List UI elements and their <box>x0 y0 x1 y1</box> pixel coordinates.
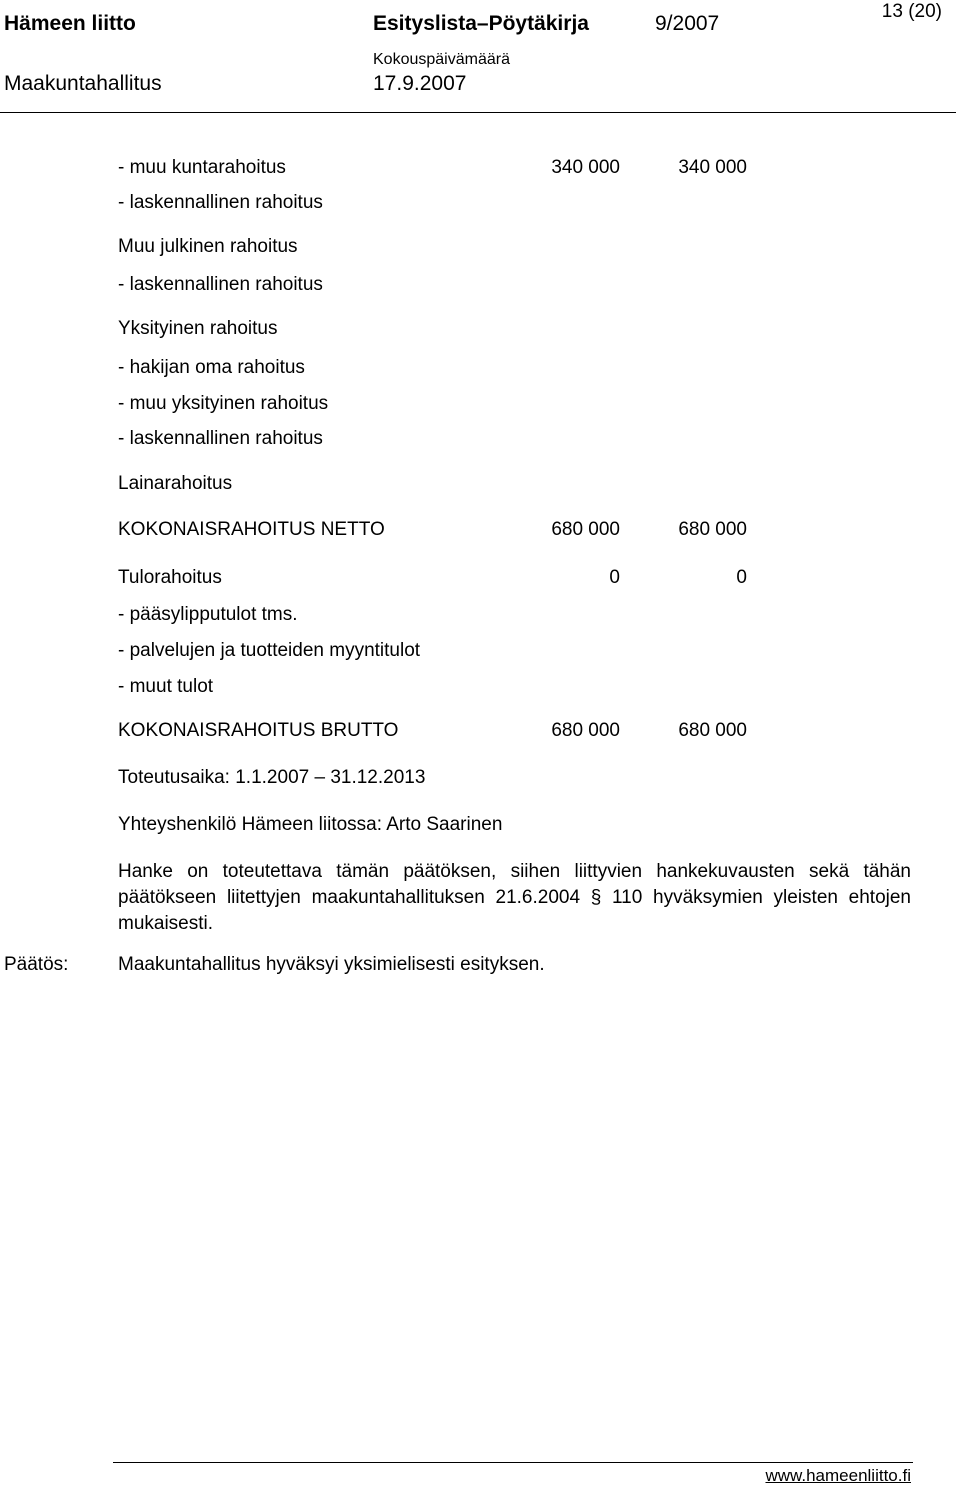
financing-row: KOKONAISRAHOITUS BRUTTO <box>118 720 399 741</box>
financing-row: - pääsylipputulot tms. <box>118 604 298 625</box>
meeting-date: 17.9.2007 <box>373 72 467 95</box>
financing-row: - laskennallinen rahoitus <box>118 428 323 449</box>
financing-row: - muu yksityinen rahoitus <box>118 393 329 414</box>
financing-row: Yksityinen rahoitus <box>118 318 278 339</box>
financing-row: Tulorahoitus <box>118 567 222 588</box>
issue-number: 9/2007 <box>655 12 720 35</box>
terms-paragraph: Hanke on toteutettava tämän päätöksen, siihen liittyvien hankekuvausten sekä tähän päätökseen liitettyjen maakuntahallituksen 21.6.2004 § 110 hyväksymien yleisten ehtojen mukaisesti. <box>118 861 911 934</box>
decision-label: Päätös: <box>4 954 69 975</box>
footer-divider <box>113 1462 913 1463</box>
website-link[interactable]: www.hameenliitto.fi <box>765 1466 911 1485</box>
doc-type: Esityslista–Pöytäkirja <box>373 12 589 35</box>
financing-row: - laskennallinen rahoitus <box>118 274 323 295</box>
page-number: 13 (20) <box>881 1 942 22</box>
financing-value-1: 680 000 <box>551 720 620 741</box>
financing-value-2: 680 000 <box>678 519 747 540</box>
financing-row: Muu julkinen rahoitus <box>118 236 298 257</box>
financing-row: - palvelujen ja tuotteiden myyntitulot <box>118 640 421 661</box>
financing-value-1: 680 000 <box>551 519 620 540</box>
decision-text: Maakuntahallitus hyväksyi yksimielisesti esityksen. <box>118 954 545 975</box>
org-name: Hämeen liitto <box>4 12 136 35</box>
financing-row: Lainarahoitus <box>118 473 233 494</box>
financing-row: KOKONAISRAHOITUS NETTO <box>118 519 385 540</box>
financing-value-1: 0 <box>609 567 620 588</box>
financing-value-1: 340 000 <box>551 157 620 178</box>
financing-value-2: 680 000 <box>678 720 747 741</box>
schedule: Toteutusaika: 1.1.2007 – 31.12.2013 <box>118 767 426 788</box>
date-label: Kokouspäivämäärä <box>373 51 510 68</box>
financing-value-2: 0 <box>736 567 747 588</box>
contact-person: Yhteyshenkilö Hämeen liitossa: Arto Saarinen <box>118 814 503 835</box>
financing-row: - muut tulot <box>118 676 214 697</box>
financing-row: - laskennallinen rahoitus <box>118 192 323 213</box>
body-name: Maakuntahallitus <box>4 72 162 95</box>
financing-row: - muu kuntarahoitus <box>118 157 286 178</box>
header-divider <box>0 112 956 113</box>
financing-row: - hakijan oma rahoitus <box>118 357 305 378</box>
financing-value-2: 340 000 <box>678 157 747 178</box>
